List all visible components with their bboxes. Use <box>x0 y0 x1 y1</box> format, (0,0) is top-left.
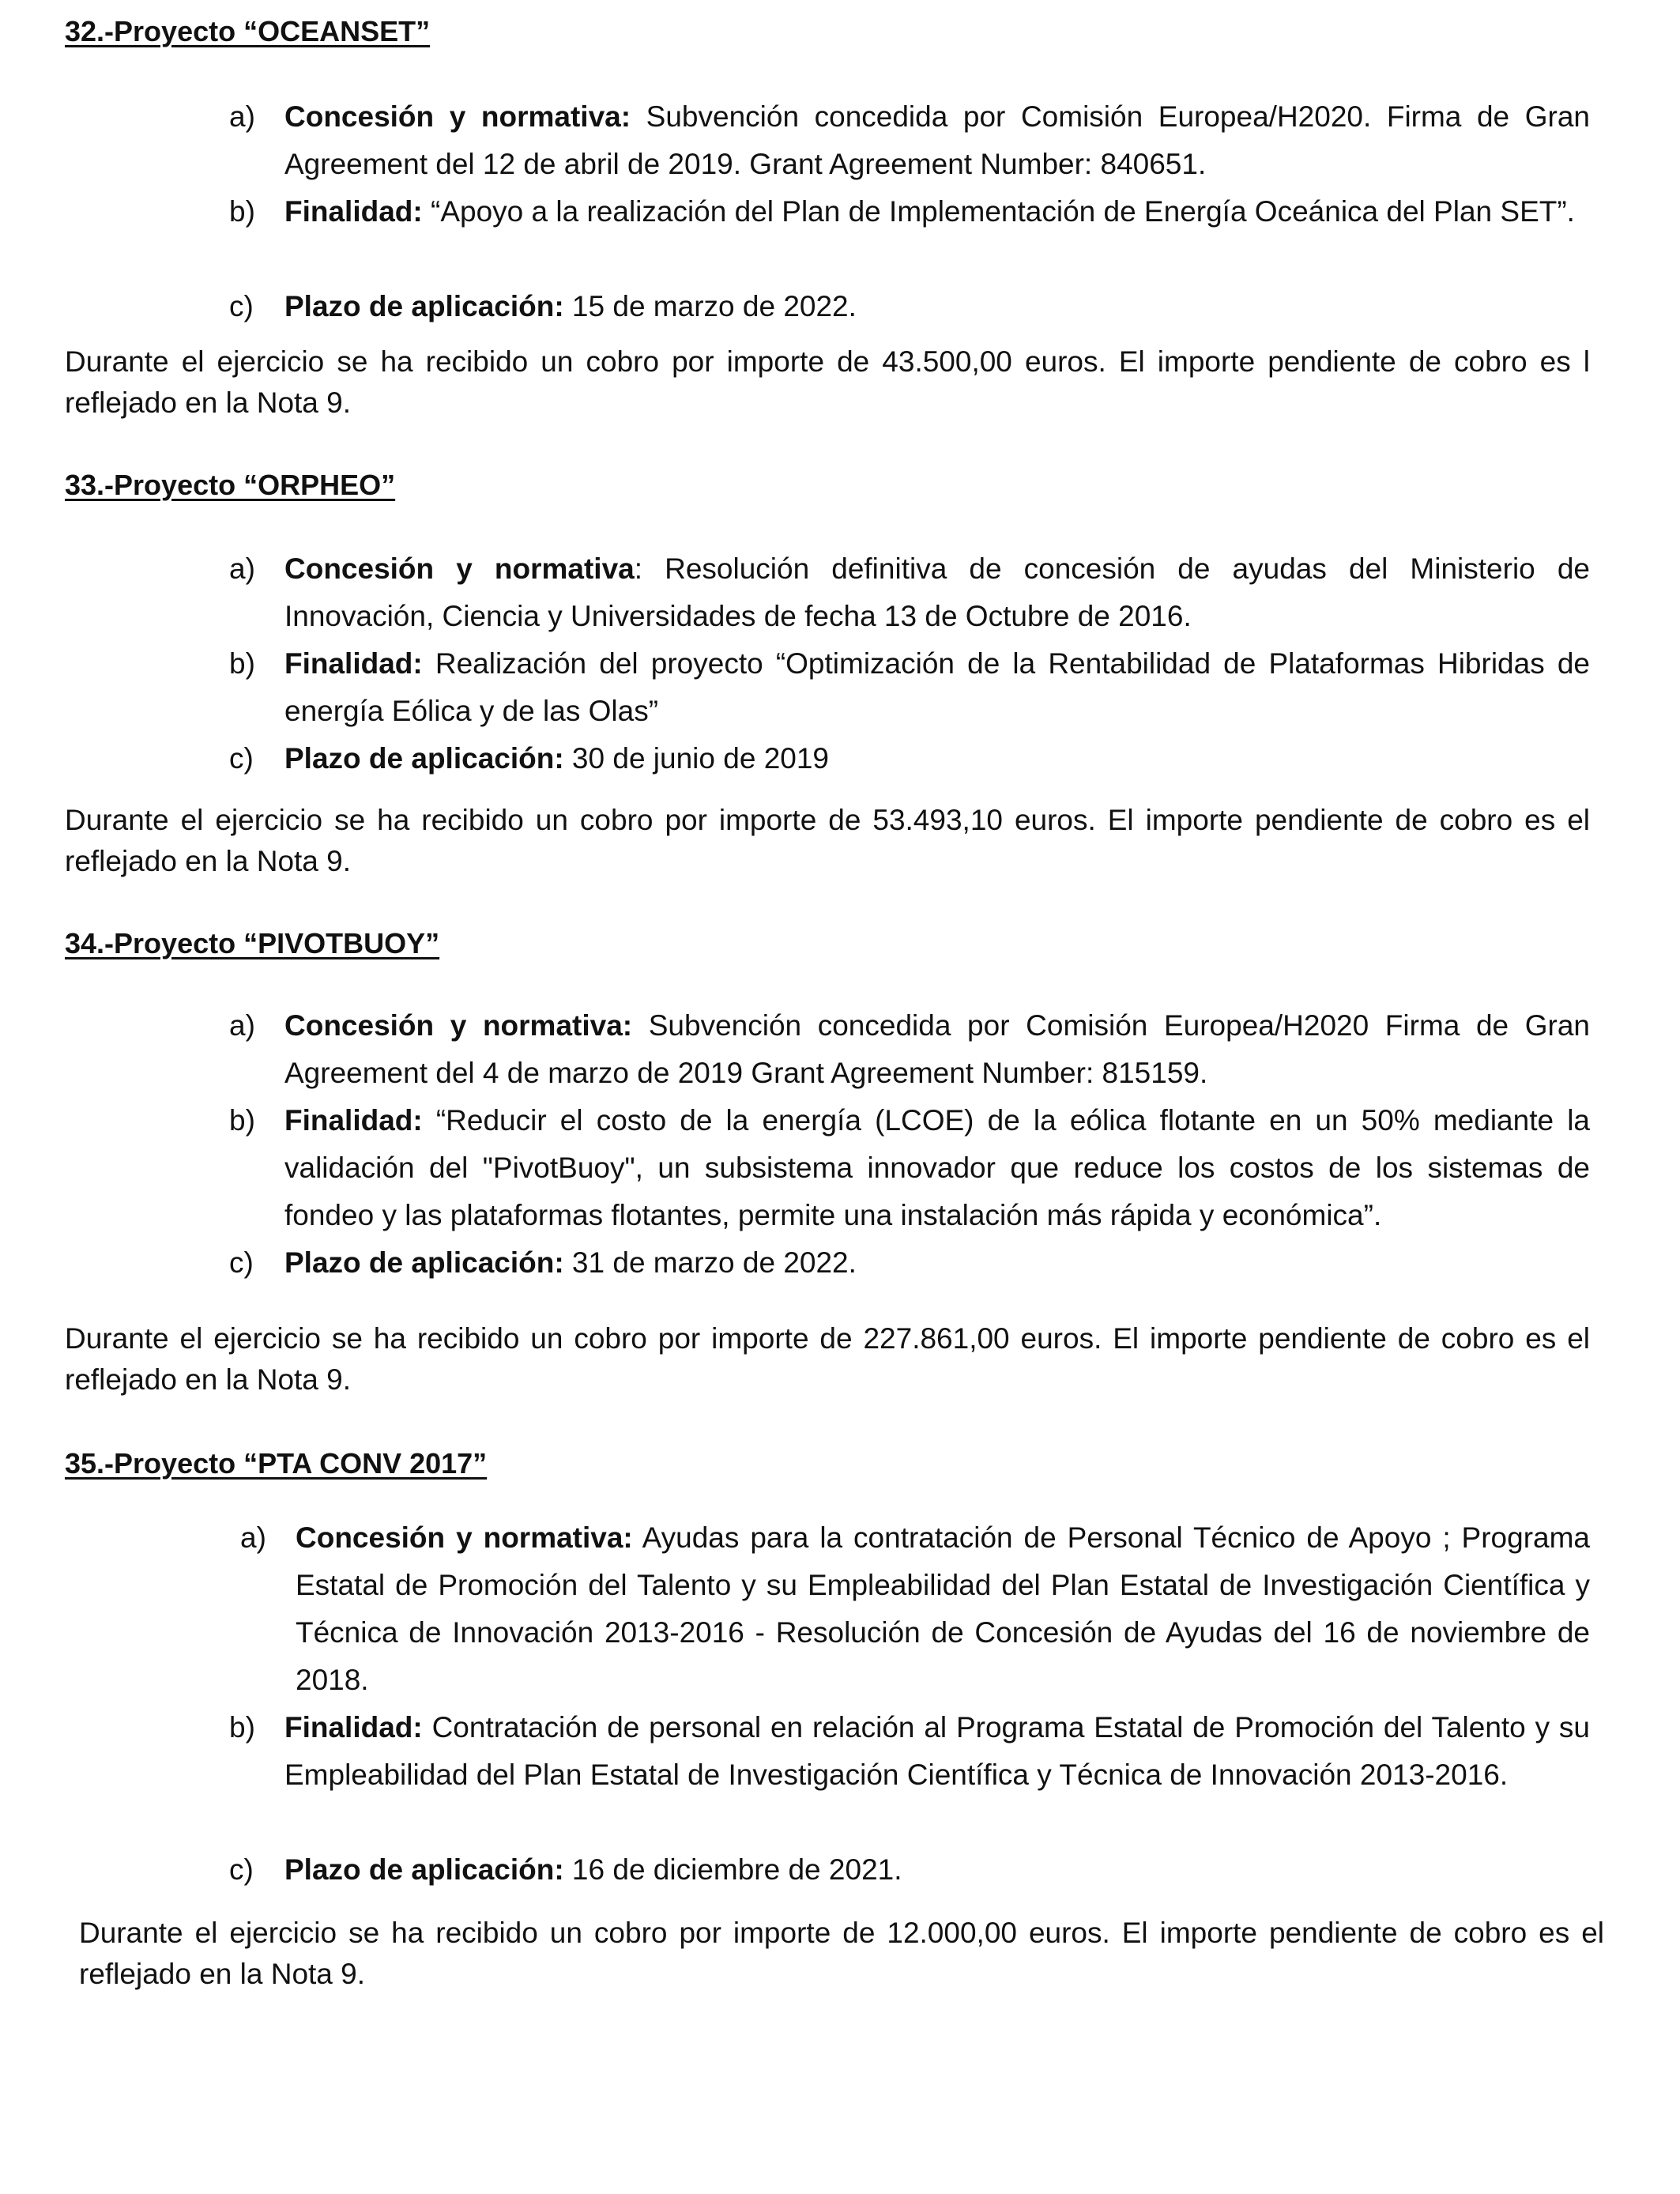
item-label: Finalidad: <box>284 1104 423 1137</box>
list-marker: b) <box>229 195 255 228</box>
section-heading: 33.-Proyecto “ORPHEO” <box>65 469 396 501</box>
list-item <box>229 188 1590 236</box>
item-text: “Reducir el costo de la energía (LCOE) de la eólica flotante en un 50% mediante la validación del "PivotBuoy", un subsistema innovador que reduce los costos de los sistemas de fondeo y las plataformas flotantes, permite una instalación más rápida y económica”. <box>284 1104 1590 1231</box>
list-marker: c) <box>229 290 254 322</box>
item-text: : Resolución definitiva de concesión de ayudas del Ministerio de Innovación, Ciencia y Universidades de fecha 13 de Octubre de 2016. <box>284 552 1590 632</box>
item-label: Finalidad: <box>284 1711 423 1744</box>
item-text: Ayudas para la contratación de Personal Técnico de Apoyo ; Programa Estatal de Promoción del Talento y su Empleabilidad del Plan Estatal de Investigación Científica y Técnica de Innovación 2013-2016 - Resolución de Concesión de Ayudas del 16 de noviembre de 2018. <box>296 1521 1590 1696</box>
item-text: “Apoyo a la realización del Plan de Implementación de Energía Oceánica del Plan SET”. <box>422 195 1575 228</box>
list-marker: c) <box>229 1246 254 1279</box>
item-label: Finalidad: <box>284 195 423 228</box>
item-text: 15 de marzo de 2022. <box>563 290 857 322</box>
item-text: 16 de diciembre de 2021. <box>563 1853 902 1886</box>
list-item <box>229 1846 1590 1894</box>
item-label: Plazo de aplicación: <box>284 290 564 322</box>
list-item <box>229 1239 1590 1287</box>
paragraph: Durante el ejercicio se ha recibido un cobro por importe de 12.000,00 euros. El importe pendiente de cobro es el reflejado en la Nota 9. <box>79 1917 1604 1990</box>
item-label: Concesión y normativa: <box>284 100 631 133</box>
item-label: Finalidad: <box>284 647 423 680</box>
item-label: Concesión y normativa: <box>284 1009 633 1042</box>
item-text: 30 de junio de 2019 <box>563 742 830 775</box>
item-text: Subvención concedida por Comisión Europea/H2020 Firma de Gran Agreement del 4 de marzo de 2019 Grant Agreement Number: 815159. <box>284 1009 1590 1089</box>
paragraph: Durante el ejercicio se ha recibido un cobro por importe de 43.500,00 euros. El importe pendiente de cobro es l reflejado en la Nota 9. <box>65 345 1590 419</box>
item-label: Plazo de aplicación: <box>284 742 564 775</box>
list-item <box>229 545 1590 640</box>
list-item <box>229 283 1590 330</box>
item-text: Subvención concedida por Comisión Europea/H2020. Firma de Gran Agreement del 12 de abril de 2019. Grant Agreement Number: 840651. <box>284 100 1590 180</box>
item-text: Contratación de personal en relación al Programa Estatal de Promoción del Talento y su Empleabilidad del Plan Estatal de Investigación Científica y Técnica de Innovación 2013-2016. <box>284 1711 1590 1791</box>
item-label: Concesión y normativa <box>284 552 635 585</box>
list-item <box>229 1097 1590 1239</box>
list-marker: a) <box>229 552 255 585</box>
list-item <box>229 1002 1590 1097</box>
item-text: Realización del proyecto “Optimización de la Rentabilidad de Plataformas Hibridas de energía Eólica y de las Olas” <box>284 647 1590 727</box>
item-label: Plazo de aplicación: <box>284 1246 564 1279</box>
list-marker: b) <box>229 647 255 680</box>
item-label: Plazo de aplicación: <box>284 1853 564 1886</box>
section-heading: 32.-Proyecto “OCEANSET” <box>65 15 431 47</box>
section-heading: 34.-Proyecto “PIVOTBUOY” <box>65 927 440 959</box>
list-item <box>240 1514 1590 1704</box>
paragraph: Durante el ejercicio se ha recibido un cobro por importe de 53.493,10 euros. El importe pendiente de cobro es el reflejado en la Nota 9. <box>65 804 1590 877</box>
list-marker: b) <box>229 1711 255 1744</box>
list-item <box>229 93 1590 188</box>
list-item <box>229 1704 1590 1799</box>
list-marker: a) <box>240 1521 266 1554</box>
section-heading: 35.-Proyecto “PTA CONV 2017” <box>65 1447 488 1480</box>
list-marker: c) <box>229 1853 254 1886</box>
list-item <box>229 640 1590 735</box>
list-marker: b) <box>229 1104 255 1137</box>
list-marker: a) <box>229 1009 255 1042</box>
paragraph: Durante el ejercicio se ha recibido un cobro por importe de 227.861,00 euros. El importe pendiente de cobro es el reflejado en la Nota 9. <box>65 1322 1590 1396</box>
item-label: Concesión y normativa: <box>296 1521 633 1554</box>
list-marker: c) <box>229 742 254 775</box>
list-item <box>229 735 1590 782</box>
list-marker: a) <box>229 100 255 133</box>
item-text: 31 de marzo de 2022. <box>563 1246 857 1279</box>
